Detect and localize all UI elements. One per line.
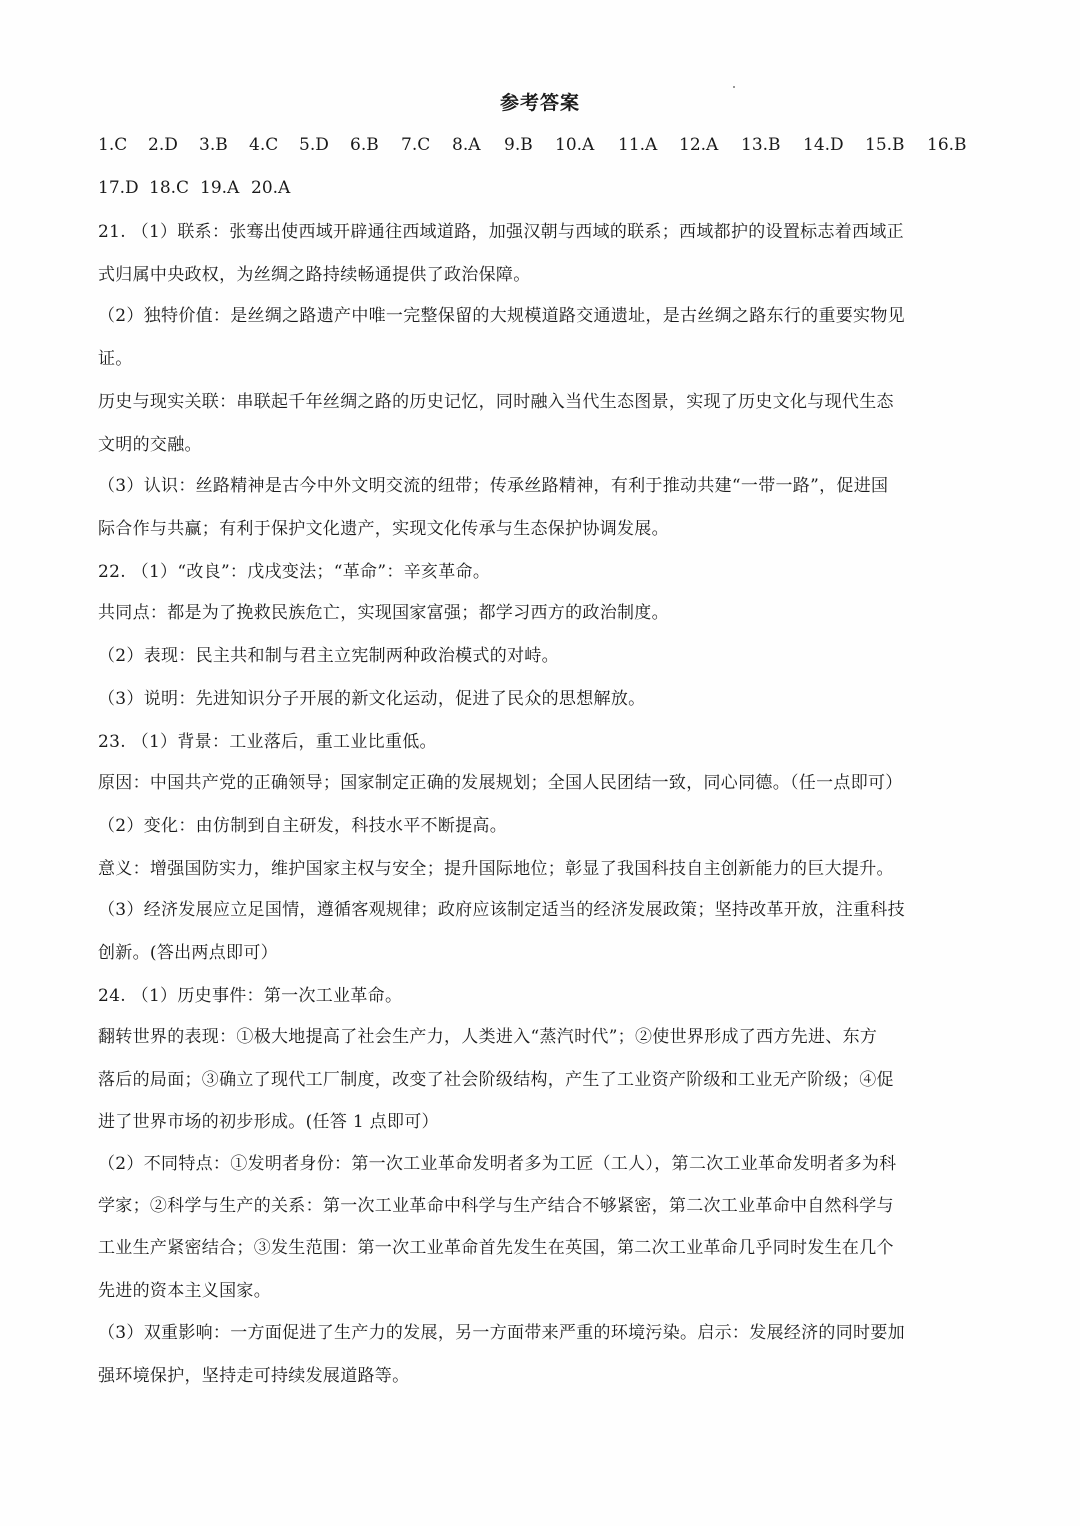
mc-answer: 8.A: [452, 135, 481, 155]
mc-answer: 7.C: [401, 135, 431, 155]
answer-line: 工业生产紧密结合；③发生范围：第一次工业革命首先发生在英国，第二次工业革命几乎同时发生在几个: [98, 1238, 894, 1258]
answer-line: 历史与现实关联：串联起千年丝绸之路的历史记忆，同时融入当代生态图景，实现了历史文化与现代生态: [98, 392, 894, 412]
answer-line: 原因：中国共产党的正确领导；国家制定正确的发展规划；全国人民团结一致，同心同德。（任一点即可）: [98, 773, 903, 793]
answer-line: 文明的交融。: [98, 435, 202, 455]
answer-line: 23. （1）背景：工业落后，重工业比重低。: [98, 732, 437, 752]
answer-line: 进了世界市场的初步形成。(任答 1 点即可）: [98, 1112, 439, 1132]
mc-answer: 18.C: [149, 178, 190, 198]
answer-line: 式归属中央政权，为丝绸之路持续畅通提供了政治保障。: [98, 265, 531, 285]
answer-line: （3）双重影响：一方面促进了生产力的发展，另一方面带来严重的环境污染。启示：发展经济的同时要加: [98, 1323, 905, 1343]
answer-line: 证。: [98, 349, 133, 369]
mc-answer: 12.A: [679, 135, 719, 155]
mc-answer: 5.D: [299, 135, 329, 155]
answer-line: （2）不同特点：①发明者身份：第一次工业革命发明者多为工匠（工人），第二次工业革命发明者多为科: [98, 1154, 897, 1174]
page-title: 参考答案: [499, 92, 580, 114]
mc-answer: 19.A: [200, 178, 240, 198]
answer-line: 强环境保护，坚持走可持续发展道路等。: [98, 1366, 410, 1386]
answer-line: （3）说明：先进知识分子开展的新文化运动，促进了民众的思想解放。: [98, 689, 646, 709]
mc-answer: 1.C: [98, 135, 128, 155]
multiple-choice-row-1: [98, 135, 987, 155]
answer-line: 共同点：都是为了挽救民族危亡，实现国家富强；都学习西方的政治制度。: [98, 603, 669, 623]
mc-answer: 13.B: [741, 135, 781, 155]
answer-line: 22. （1）“改良”：戊戌变法；“革命”：辛亥革命。: [98, 562, 491, 582]
mc-answer: 6.B: [350, 135, 379, 155]
answer-line: （2）独特价值：是丝绸之路遗产中唯一完整保留的大规模道路交通遗址，是古丝绸之路东行的重要实物见: [98, 306, 905, 326]
answer-line: 落后的局面；③确立了现代工厂制度，改变了社会阶级结构，产生了工业资产阶级和工业无产阶级；④促: [98, 1070, 894, 1090]
mc-answer: 14.D: [803, 135, 844, 155]
mc-answer: 9.B: [504, 135, 533, 155]
answer-line: （3）经济发展应立足国情，遵循客观规律；政府应该制定适当的经济发展政策；坚持改革开放，注重科技: [98, 900, 905, 920]
answer-line: 创新。(答出两点即可）: [98, 943, 278, 963]
answer-line: （2）表现：民主共和制与君主立宪制两种政治模式的对峙。: [98, 646, 559, 666]
mc-answer: 11.A: [618, 135, 658, 155]
multiple-choice-row-2: [98, 178, 302, 198]
answer-line: 学家；②科学与生产的关系：第一次工业革命中科学与生产结合不够紧密，第二次工业革命中自然科学与: [98, 1196, 894, 1216]
mc-answer: 3.B: [199, 135, 228, 155]
answer-line: 先进的资本主义国家。: [98, 1281, 271, 1301]
answer-line: 24. （1）历史事件：第一次工业革命。: [98, 986, 403, 1006]
mc-answer: 15.B: [865, 135, 905, 155]
answer-line: 21. （1）联系：张骞出使西域开辟通往西域道路，加强汉朝与西域的联系；西域都护的设置标志着西域正: [98, 222, 904, 242]
answer-line: 意义：增强国防实力，维护国家主权与安全；提升国际地位；彰显了我国科技自主创新能力的巨大提升。: [98, 859, 894, 879]
answer-line: 际合作与共赢；有利于保护文化遗产，实现文化传承与生态保护协调发展。: [98, 519, 669, 539]
mc-answer: 17.D: [98, 178, 139, 198]
mc-answer: 16.B: [927, 135, 967, 155]
answer-line: 翻转世界的表现：①极大地提高了社会生产力，人类进入“蒸汽时代”；②使世界形成了西方先进、东方: [98, 1027, 878, 1047]
answer-line: （3）认识：丝路精神是古今中外文明交流的纽带；传承丝路精神，有利于推动共建“一带一路”，促进国: [98, 476, 889, 496]
mc-answer: 2.D: [148, 135, 178, 155]
mc-answer: 4.C: [249, 135, 279, 155]
mc-answer: 10.A: [555, 135, 595, 155]
mc-answer: 20.A: [251, 178, 291, 198]
answer-line: （2）变化：由仿制到自主研发，科技水平不断提高。: [98, 816, 508, 836]
